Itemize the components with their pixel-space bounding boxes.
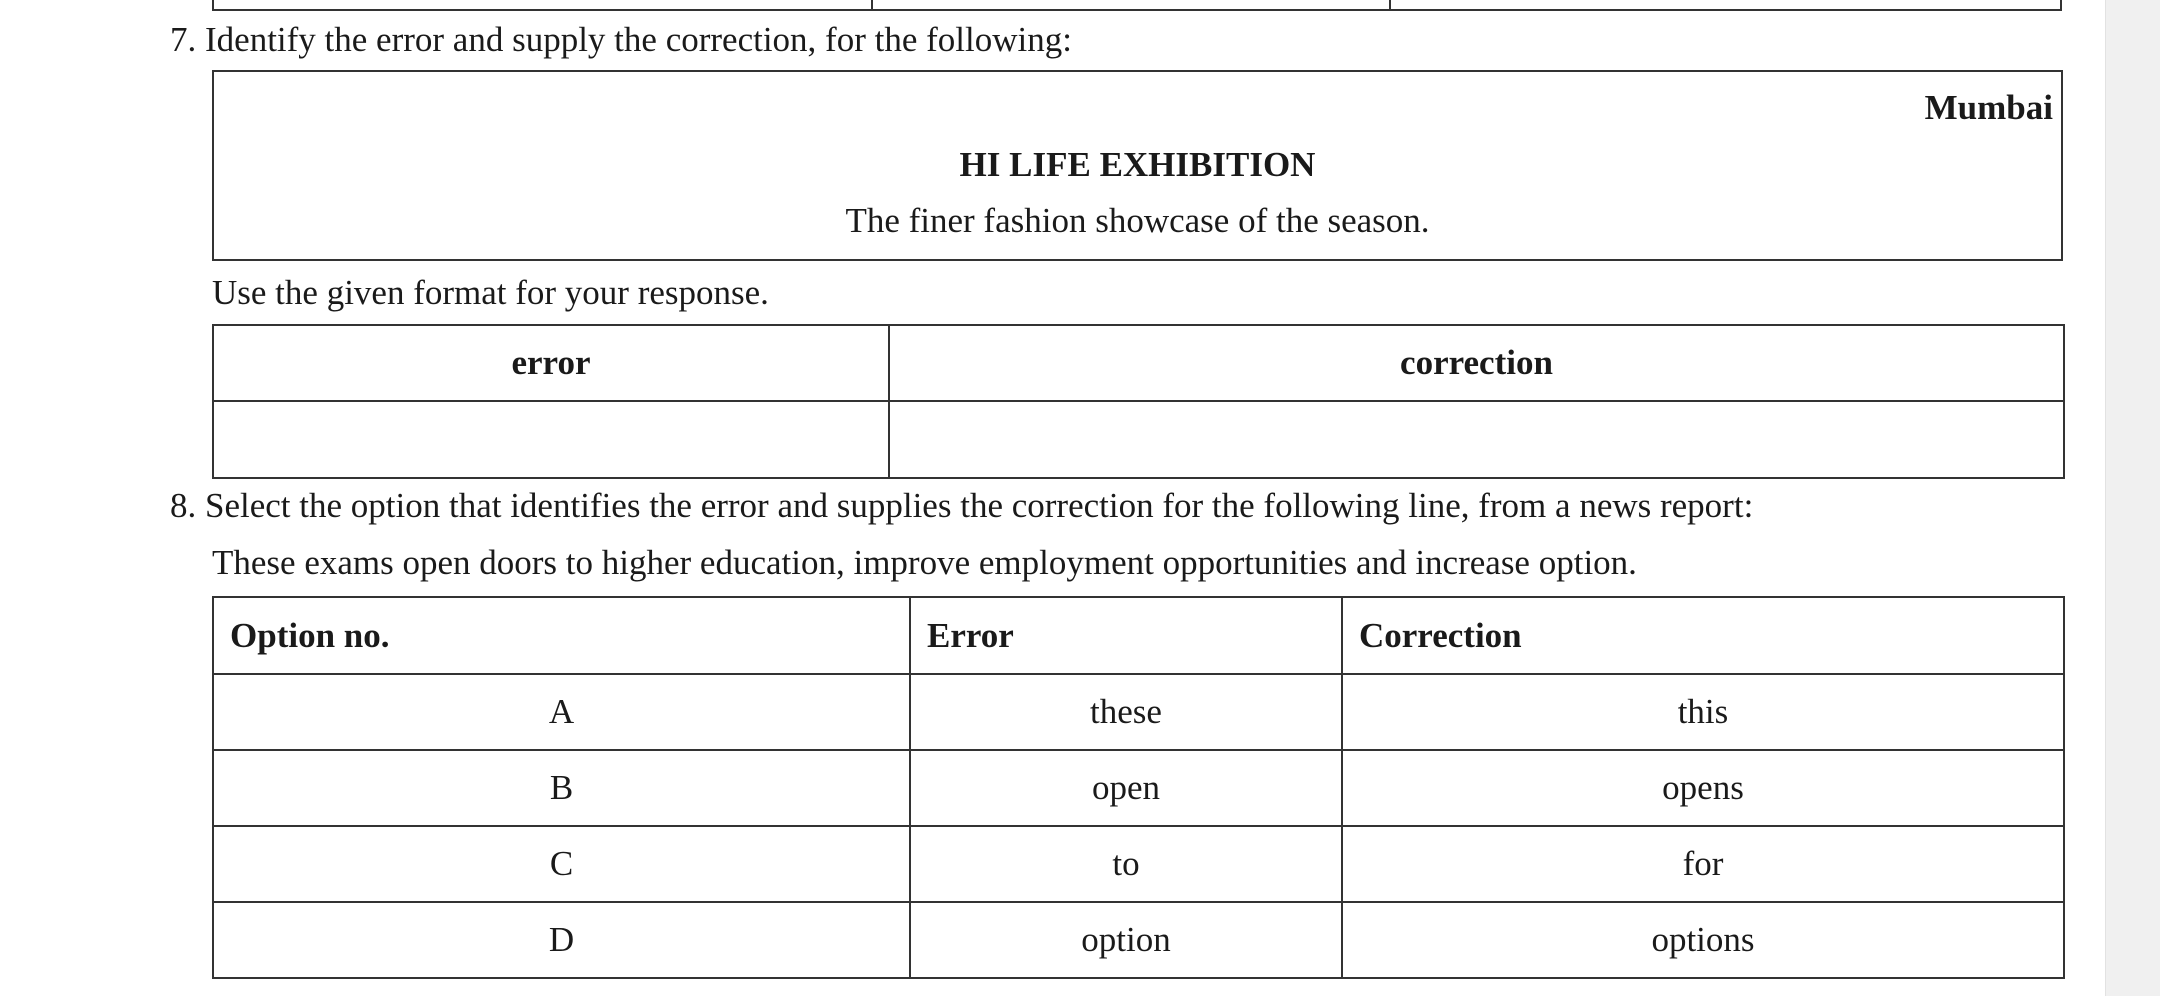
question-7 [170,20,1072,60]
header-error: error [213,325,889,401]
table-row [213,401,2064,478]
option-correction: opens [1342,750,2064,826]
option-correction: options [1342,902,2064,978]
option-correction: this [1342,674,2064,750]
question-8 [170,486,1753,526]
header-option-no: Option no. [213,597,910,674]
notice-box [212,70,2063,261]
vertical-scrollbar[interactable] [2105,0,2160,996]
question-8-number: 8. [170,486,197,525]
question-8-text: Select the option that identifies the error and supplies the correction for the following line, from a news report: [205,486,1754,525]
response-instruction: Use the given format for your response. [212,273,769,312]
table-header-row [213,597,2064,674]
notice-city: Mumbai [1924,88,2053,127]
previous-table-bottom [212,0,2062,11]
option-correction: for [1342,826,2064,902]
option-label: B [213,750,910,826]
option-label: C [213,826,910,902]
question-7-text: Identify the error and supply the correction, for the following: [205,20,1072,59]
notice-title: HI LIFE EXHIBITION [959,145,1316,184]
table-header-row [213,325,2064,401]
option-error: these [910,674,1342,750]
answer-correction-cell[interactable] [889,401,2064,478]
news-sentence: These exams open doors to higher education, improve employment opportunities and increase option. [212,543,1637,582]
answer-error-cell[interactable] [213,401,889,478]
header-correction: Correction [1342,597,2064,674]
response-format-table [212,324,2065,479]
option-label: A [213,674,910,750]
previous-table-divider [1389,0,1391,11]
question-7-number: 7. [170,20,197,59]
option-error: open [910,750,1342,826]
header-correction: correction [889,325,2064,401]
option-error: option [910,902,1342,978]
previous-table-divider [871,0,873,11]
option-error: to [910,826,1342,902]
notice-tagline: The finer fashion showcase of the season. [845,201,1430,240]
table-row[interactable] [213,826,2064,902]
options-table [212,596,2065,979]
table-row[interactable] [213,674,2064,750]
table-row[interactable] [213,750,2064,826]
header-error: Error [910,597,1342,674]
option-label: D [213,902,910,978]
table-row[interactable] [213,902,2064,978]
